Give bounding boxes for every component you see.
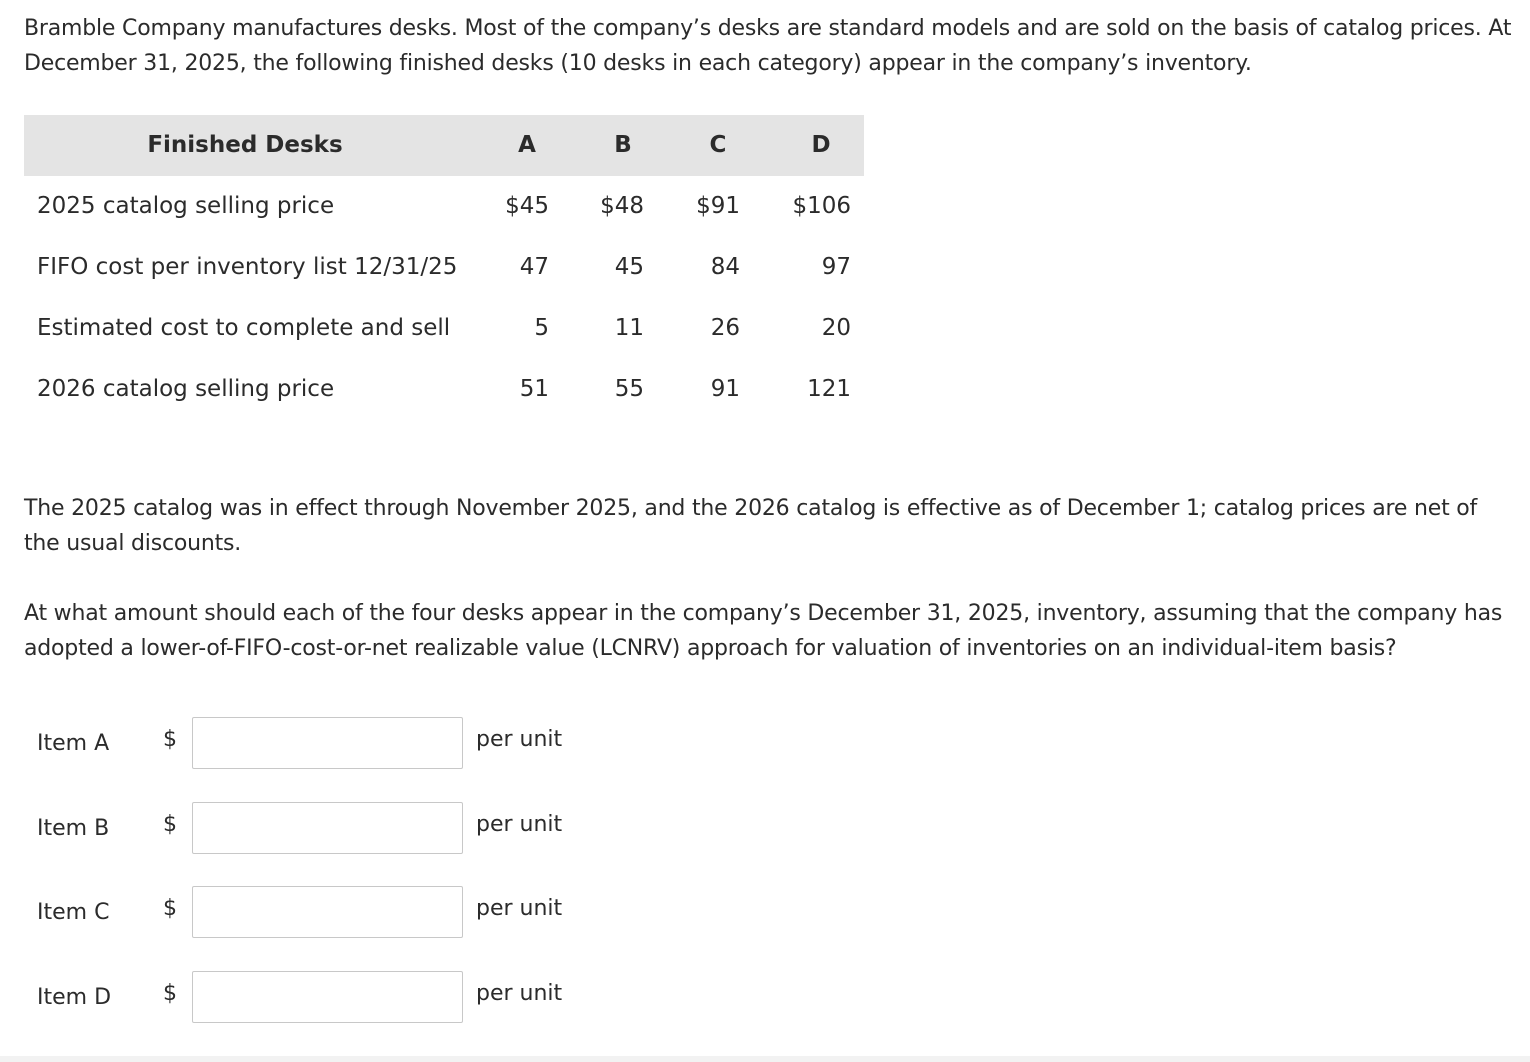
problem-intro: Bramble Company manufactures desks. Most of the company’s desks are standard models and are sold on the basis of catalog prices. At December 31, 2025, the following finished desks (10 desks in each category) appear in the company’s inventory. <box>24 16 1512 76</box>
answer-row-item-b <box>0 802 700 856</box>
cell-a: 47 <box>519 254 549 280</box>
table-row <box>24 237 864 298</box>
header-col-a: A <box>518 132 536 158</box>
item-a-label: Item A <box>37 731 110 756</box>
dollar-sign: $ <box>163 981 177 1006</box>
cell-b: $48 <box>600 193 644 219</box>
cell-b: 45 <box>614 254 644 280</box>
cell-d: 97 <box>821 254 851 280</box>
finished-desks-table <box>24 115 864 420</box>
table-header-row <box>24 115 864 176</box>
per-unit-label: per unit <box>476 727 563 752</box>
item-a-amount-input[interactable] <box>192 717 463 769</box>
dollar-sign: $ <box>163 896 177 921</box>
cell-c: $91 <box>696 193 740 219</box>
answer-row-item-a <box>0 717 700 771</box>
cell-b: 11 <box>614 315 644 341</box>
cell-d: $106 <box>792 193 851 219</box>
item-c-label: Item C <box>37 900 110 925</box>
item-d-amount-input[interactable] <box>192 971 463 1023</box>
bottom-divider <box>0 1056 1530 1062</box>
header-col-d: D <box>811 132 831 158</box>
cell-a: $45 <box>505 193 549 219</box>
cell-c: 26 <box>710 315 740 341</box>
cell-a: 5 <box>534 315 549 341</box>
catalog-note: The 2025 catalog was in effect through November 2025, and the 2026 catalog is effective as of December 1; catalog prices are net of the usual discounts. <box>24 496 1478 556</box>
cell-c: 91 <box>710 376 740 402</box>
answer-row-item-c <box>0 886 700 940</box>
row-label: FIFO cost per inventory list 12/31/25 <box>37 254 458 280</box>
per-unit-label: per unit <box>476 812 563 837</box>
per-unit-label: per unit <box>476 981 563 1006</box>
item-b-label: Item B <box>37 816 110 841</box>
question-text: At what amount should each of the four desks appear in the company’s December 31, 2025, inventory, assuming that the company has adopted a lower-of-FIFO-cost-or-net realizable value (LCNRV) approach for valuation of inventories on an individual-item basis? <box>24 601 1503 661</box>
header-finished-desks: Finished Desks <box>147 132 343 158</box>
cell-b: 55 <box>614 376 644 402</box>
table-row <box>24 298 864 359</box>
dollar-sign: $ <box>163 812 177 837</box>
per-unit-label: per unit <box>476 896 563 921</box>
cell-c: 84 <box>710 254 740 280</box>
answer-row-item-d <box>0 971 700 1025</box>
row-label: 2025 catalog selling price <box>37 193 335 219</box>
dollar-sign: $ <box>163 727 177 752</box>
item-c-amount-input[interactable] <box>192 886 463 938</box>
item-d-label: Item D <box>37 985 112 1010</box>
row-label: Estimated cost to complete and sell <box>37 315 451 341</box>
header-col-c: C <box>709 132 727 158</box>
cell-d: 121 <box>807 376 851 402</box>
row-label: 2026 catalog selling price <box>37 376 335 402</box>
table-row <box>24 359 864 420</box>
item-b-amount-input[interactable] <box>192 802 463 854</box>
header-col-b: B <box>614 132 632 158</box>
cell-d: 20 <box>821 315 851 341</box>
table-row <box>24 176 864 237</box>
cell-a: 51 <box>519 376 549 402</box>
